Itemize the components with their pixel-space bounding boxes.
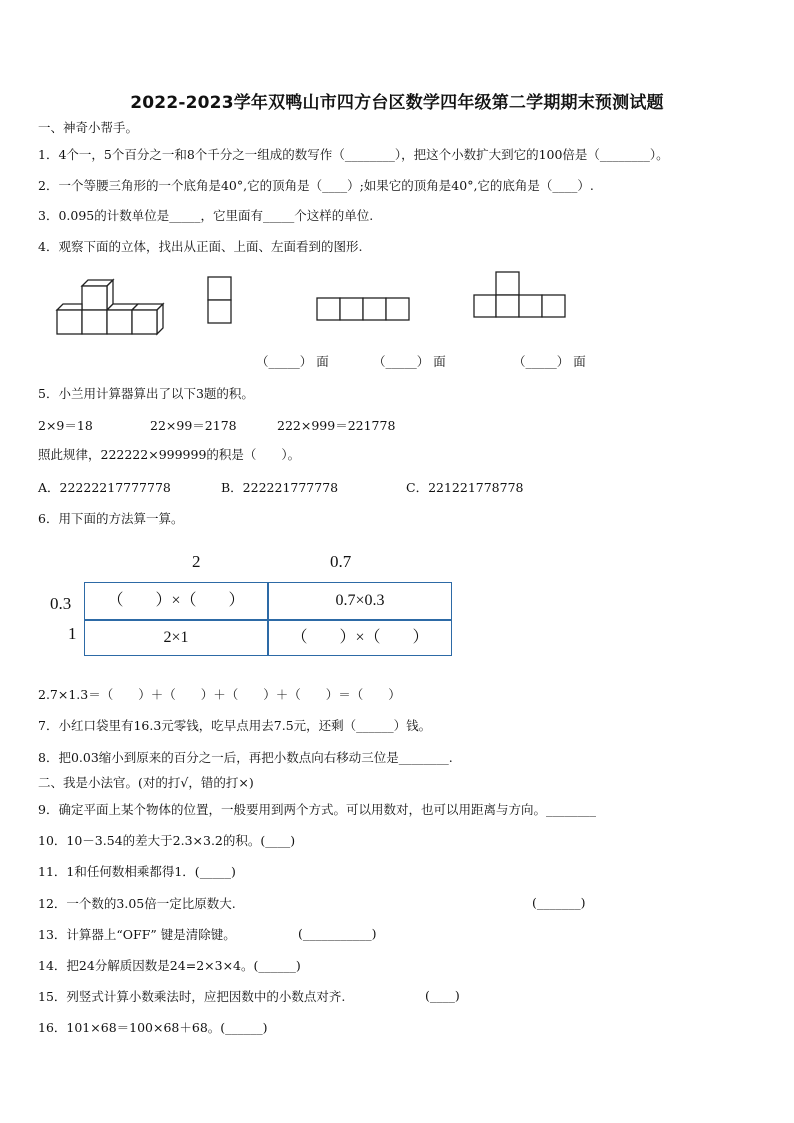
view-shape-a [206,275,234,327]
question-11: 11．1和任何数相乘都得1．(_____) [38,864,236,879]
q5-example-3: 222×999＝221778 [277,418,396,433]
q6-equation: 2.7×1.3＝（ ）＋（ ）＋（ ）＋（ ）＝（ ） [38,687,401,702]
solid-figure [55,274,170,336]
q6-col-header-2: 0.7 [330,552,352,571]
q6-row-header-1: 0.3 [50,594,72,613]
question-5: 5．小兰用计算器算出了以下3题的积。 [38,386,254,401]
page-title: 2022-2023学年双鸭山市四方台区数学四年级第二学期期末预测试题 [130,93,664,113]
question-2: 2．一个等腰三角形的一个底角是40°,它的顶角是（____）;如果它的顶角是40°,它的底角是（____）. [38,178,594,193]
q5-example-2: 22×99＝2178 [150,418,237,433]
question-1: 1．4个一，5个百分之一和8个千分之一组成的数写作（________），把这个小数扩大到它的100倍是（________）。 [38,147,669,162]
view-label-2: （_____） 面 [373,354,446,369]
grid-cell-1: （ ）×（ ） [107,592,245,609]
q6-col-header-1: 2 [192,552,201,571]
view-shape-c [472,270,568,320]
section-heading-2: 二、我是小法官。(对的打√，错的打×) [38,775,254,790]
question-14: 14．把24分解质因数是24=2×3×4。(______) [38,958,301,973]
q5-option-c: C．221221778778 [406,480,524,495]
q5-option-b: B．222221777778 [221,480,339,495]
question-7: 7．小红口袋里有16.3元零钱，吃早点用去7.5元，还剩（______）钱。 [38,718,432,733]
question-4: 4．观察下面的立体，找出从正面、上面、左面看到的图形. [38,239,363,254]
view-label-1: （_____） 面 [256,354,329,369]
question-12: 12．一个数的3.05倍一定比原数大. [38,896,236,911]
q6-grid [84,582,452,656]
q5-ask: 照此规律，222222×999999的积是（ ）。 [38,447,301,462]
question-9: 9．确定平面上某个物体的位置，一般要用到两个方式。可以用数对，也可以用距离与方向。________ [38,802,596,817]
view-shape-b [315,296,411,323]
question-10: 10．10－3.54的差大于2.3×3.2的积。(____) [38,833,296,848]
q5-option-a: A．22222217777778 [38,480,171,495]
grid-cell-2: 0.7×0.3 [335,592,385,609]
question-6: 6．用下面的方法算一算。 [38,511,184,526]
q5-example-1: 2×9＝18 [38,418,93,433]
q15-blank: (____) [425,988,460,1003]
grid-cell-3: 2×1 [163,629,189,646]
section-heading-1: 一、神奇小帮手。 [38,120,139,135]
view-label-3: （_____） 面 [513,354,586,369]
grid-cell-4: （ ）×（ ） [291,629,429,646]
question-13: 13．计算器上“OFF” 键是清除键。 [38,927,236,942]
q6-row-header-2: 1 [68,624,77,643]
question-8: 8．把0.03缩小到原来的百分之一后，再把小数点向右移动三位是________. [38,750,453,765]
question-15: 15．列竖式计算小数乘法时，应把因数中的小数点对齐. [38,989,346,1004]
q13-blank: (___________) [298,926,377,941]
question-3: 3．0.095的计数单位是_____，它里面有_____个这样的单位. [38,208,374,223]
question-16: 16．101×68＝100×68＋68。(______) [38,1020,268,1035]
q12-blank: (_______) [532,895,586,910]
